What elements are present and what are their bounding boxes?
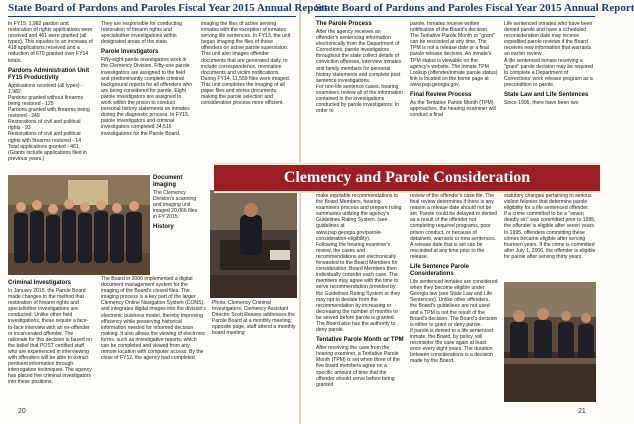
right-column-3-upper — [504, 21, 596, 161]
history-text: The Board in 2006 implemented a digital document management system for the imaging of the Board's closed files. The imaging process is a key part of the larger Clemency Online Navigation System (CONS), and integrates digital images into the division's electronic business model, thereby improving efficiency while preserving historical information needed for informed decision making. It also allows the viewing of electronic forms, such as investigative reports, which can be completed and viewed from any remote location with computer access. By the close of FY12, the agency had completed — [101, 276, 206, 362]
document-imaging-text: The Clemency Division's scanning and imaging unit imaged 20,066 files in FY 2015. — [153, 190, 198, 221]
left-column-1-lower — [8, 280, 93, 410]
tpm-text: After receiving the case from the hearing examiner, a Tentative Parole Month (TPM) is set when three of the five board members agree on a specific amount of time that the offender should serve before being granted — [316, 345, 400, 388]
criminal-investigators-heading: Criminal Investigators — [8, 280, 72, 286]
right-header-rule — [315, 16, 595, 17]
pai-heading: Pardons Administration Unit FY15 Productivity — [8, 67, 90, 81]
state-law-text: Since 1995, there have been two — [504, 100, 579, 107]
pai-text: Applications received (all types) - 1,982 Pardons granted without firearms being restored - 125 Pardons granted with firearms being restored - 249 Restorations of civil and political rights - 93 Restorations of civil and political rights with firearms restored - 14 Total applications granted - 461. (Grants include applications filed in previous years.) — [8, 82, 90, 162]
left-page-header: State Board of Pardons and Paroles Fiscal Year 2015 Annual Report — [8, 2, 328, 14]
final-review-heading: Final Review Process — [410, 92, 472, 99]
document-imaging-sidebar — [153, 175, 200, 275]
board-meeting-photo — [210, 190, 297, 298]
ci-continued-text: They are responsible for conducting restoration of firearm rights and special/other investigations within designated areas of the state. — [101, 21, 182, 46]
right-column-1-lower — [316, 193, 404, 408]
state-law-continued-text: statutory changes pertaining to serious violent felonies that determine parole eligibility for a life sentenced offender. If a crime committed to be a "seven deadly sin" was committed prior to 1995, the offender is eligible after seven years. In 1995, offenders committing these crimes became eligible after serving fourteen years. If the crime is committed after July 1, 2006, the offender is eligible for parole after serving thirty years. — [504, 193, 596, 260]
criminal-investigators-text: In January 2015, the Parole Board made changes to the method that restoration of firearm rights and special/other investigations are conducted. Unlike other field investigations, these require a face-to-face interview with an ex-offender or incarcerated offender. The rationale for this decision is based on the belief that POST certified staff who are experienced in interviewing with offenders will be able to extract pertinent information through interrogation techniques. The agency has placed five criminal investigators into these positions. — [8, 288, 92, 386]
section-banner-title: Clemency and Parole Consideration — [283, 169, 531, 186]
state-law-heading: State Law and Life Sentences — [504, 92, 589, 99]
left-page-number: 20 — [18, 408, 26, 415]
final-review-continued-text: review of the offender's case file. The final review determines if there is any reason a release date should not be set. Parole could be delayed or denied as a result of the offender not completing required programs, poor prison conduct, or because of detainers, warrants or new sentences. A release date that is set can be rescinded at any time prior to the release. — [410, 193, 497, 260]
final-review-text: As the Tentative Parole Month (TPM) approaches, the hearing examiner will conduct a final — [410, 100, 496, 119]
right-column-2-upper — [410, 21, 498, 161]
right-column-2-lower — [410, 193, 498, 408]
board-members-photo — [504, 282, 596, 402]
left-header-rule — [8, 16, 296, 17]
tpm-heading: Tentative Parole Month or TPM — [316, 337, 404, 344]
document-imaging-heading: Document Imaging — [153, 175, 183, 188]
life-sentence-heading: Life Sentence Parole Considerations — [410, 264, 470, 278]
history-heading: History — [153, 224, 174, 231]
life-sentence-text: Life sentenced inmates are considered when they become eligible under Georgia law (see State Law and Life Sentences). Unlike other offenders, the Board's guidelines are not used and a TPM is not the result of the Board's decision. The Board's decision is either to grant or deny parole. If parole is denied to a life sentenced inmate, the Board, by policy, will reconsider the case again at least once every eight years. The duration between considerations is a decision made by the Board. — [410, 279, 498, 365]
pardons-intro: In FY15, 1,982 pardon and restoration of rights applications were received and 461 were granted (all types). This equates to an increase of 418 applications received and a reduction of 670 granted over FY14 totals. — [8, 21, 93, 64]
parole-process-heading: The Parole Process — [316, 21, 372, 27]
parole-process-text: After the agency receives an offender's sentencing information electronically from the Department of Corrections, parole investigators throughout the state collect details of conviction offenses, interview inmates and family members for personal history statements and complete post sentence investigations. For non-life sentence cases, hearing examiners review all of the information contained in the investigations conducted by parole investigators. In order to — [316, 29, 403, 115]
parole-investigators-heading: Parole Investigators — [101, 49, 159, 56]
right-page-header: State Board of Pardons and Paroles Fiscal Year 2015 Annual Report — [315, 2, 634, 14]
left-column-2 — [101, 21, 193, 171]
left-column-3 — [201, 21, 295, 161]
parole-investigators-text: Fifty-eight parole investigators work in the Clemency Division. Fifty-one parole investigators are assigned to the field and predominantly complete criminal background reports for all offenders who are being considered for parole. Eight parole investigators are assigned to work within the prison to conduct personal history statements on inmates during the diagnostic process. In FY15, parole investigators and criminal investigators completed 34,516 investigations for the Parole Board. — [101, 57, 193, 137]
right-page-number: 21 — [578, 408, 586, 415]
right-column-1-upper — [316, 21, 404, 161]
imaging-continued-text: imaging the files of active serving inmates with the exception of inmates serving life sentences. In FY13, the unit began imaging the files of those offenders on active parole supervision. This unit also images offender documents that are generated daily, to include correspondence, revocation documents and victim notifications. During FY14, 11,559 files were imaged. This unit completes the imaging of all paper files and stores documents, making the parole selection and consideration process more efficient. — [201, 21, 291, 107]
staff-group-photo — [8, 175, 150, 275]
photo-caption: Photo: Clemency Criminal Investigators; Clemency Assistant Director Scott Reaves addresses the Parole Board at a monthly meeting; opposite page, staff attend a monthly board meeting — [212, 300, 296, 337]
guidelines-text: make equitable recommendations to the Board Members, hearing examiners process and prepare ruling summaries utilizing the agency's Guidelines Rating System. (see guidelines at www.pap.georgia.gov/parole-consideration-eligibility). Following the hearing examiner's review, the cases and recommendations are electronically forwarded to the Board Members for consideration. Board Members then individually consider each case. The members may agree with the time to serve recommendation provided by the Guidelines Rating System or they may opt to deviate from the recommendation by increasing or decreasing the number of months to be served before parole is granted. The Board also has the authority to deny parole. — [316, 193, 402, 334]
right-column-3-lower — [504, 193, 596, 273]
history-column — [101, 276, 206, 411]
section-banner — [214, 163, 600, 193]
tpm-continued-text: parole. Inmates receive written notification of the Board's decision. The Tentative Parole Month or "grant" can be rescinded at any time. The TPM is not a release date or a final parole release decision. An inmate's TPM status is viewable on the agency's website. The inmate TPM Lookup (offender/inmate parole status) link is located on the home page at www.pap.georgia.gov. — [410, 21, 498, 88]
life-reconsideration-text: Life sentenced inmates who have been denied parole and have a scheduled reconsideration date may receive expedited parole reviews if the Board receives new information that warrants an earlier review. A life sentenced inmate receiving a "grant" parole decision may be required to complete a Department of Corrections' work release program as a precondition to parole. — [504, 21, 594, 88]
